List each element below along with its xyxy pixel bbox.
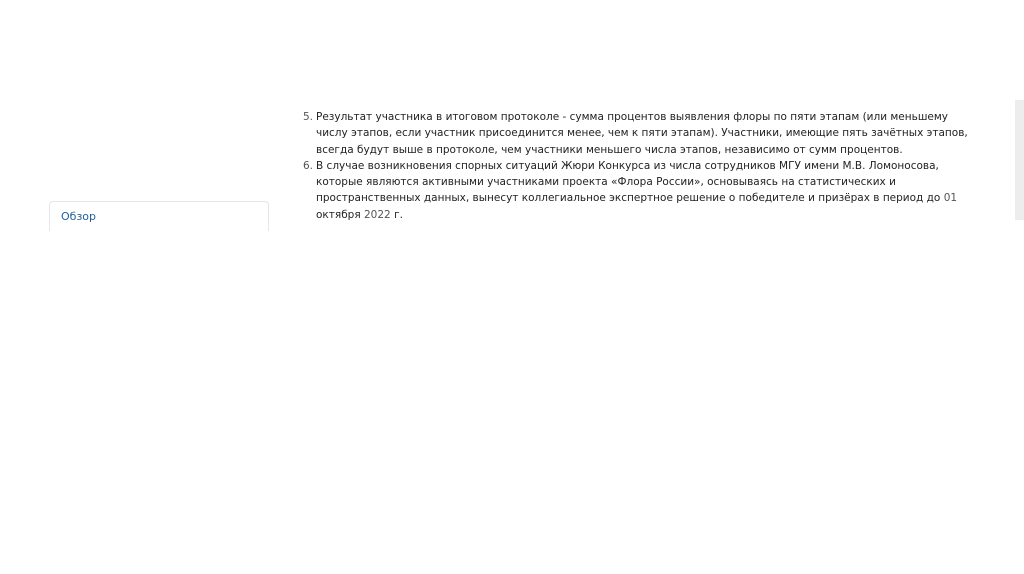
rule-text: В случае возникновения спорных ситуаций Жюри Конкурса из числа сотрудников МГУ имени М.В. Ломоносова, которые являются активными участниками проекта «Флора России», основываясь на статистических и пространственных данных, вынесут коллегиальное экспертное решение о победителе и призёрах в период до bbox=[316, 159, 941, 205]
rule-item-5 bbox=[300, 109, 970, 158]
deadline-year: 2022 bbox=[364, 208, 391, 221]
deadline-month: октября bbox=[316, 208, 361, 221]
scrollbar[interactable] bbox=[1015, 100, 1024, 220]
sidebar-link-overview[interactable]: Обзор bbox=[61, 210, 97, 223]
deadline-day: 01 bbox=[943, 192, 958, 205]
sidebar-nav-card bbox=[49, 201, 269, 231]
deadline-suffix: г. bbox=[394, 208, 403, 221]
rules-content bbox=[300, 109, 970, 223]
rule-text: Результат участника в итоговом протоколе - сумма процентов выявления флоры по пяти этапам (или меньшему числу этапов, если участник присоединится менее, чем к пяти этапам). Участники, имеющие пять зачётных этапов, всегда будут выше в протоколе, чем участники меньшего числа этапов, независимо от сумм процентов. bbox=[316, 111, 968, 156]
rules-list bbox=[300, 109, 970, 223]
rule-item-6 bbox=[300, 158, 970, 223]
rule-number: 5. bbox=[303, 111, 314, 123]
rule-number: 6. bbox=[303, 159, 314, 172]
